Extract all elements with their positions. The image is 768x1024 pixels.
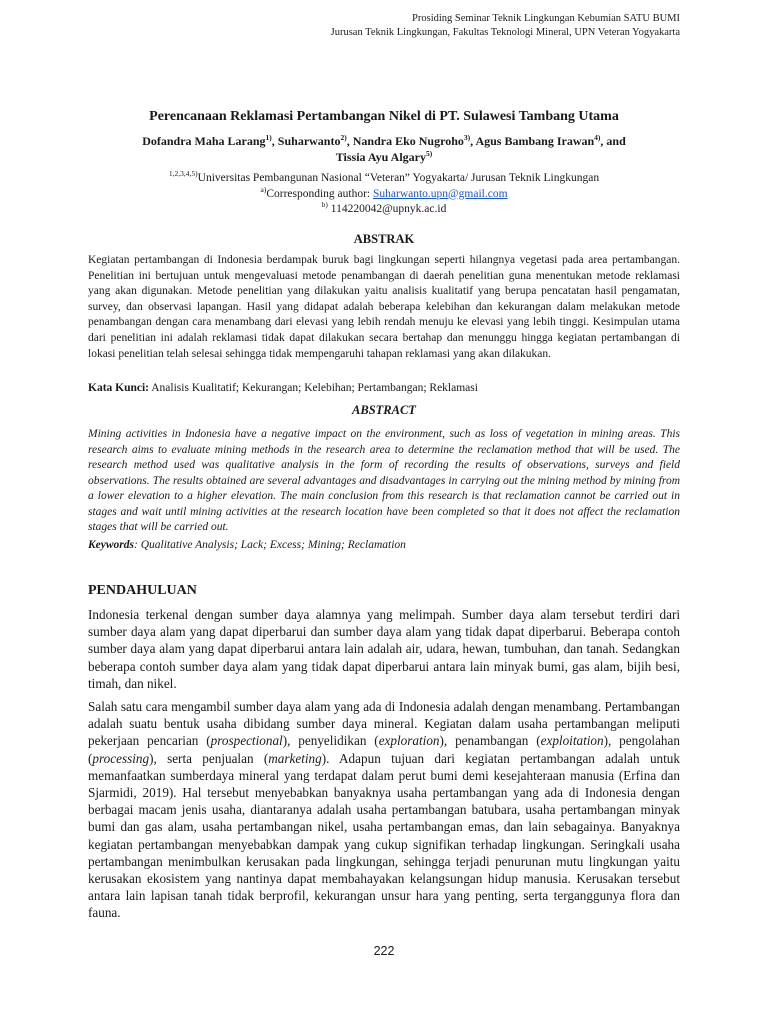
corresponding-email-link[interactable]: Suharwanto.upn@gmail.com: [373, 187, 508, 200]
author-separator: ,: [470, 134, 476, 148]
author-separator: ,: [271, 134, 278, 148]
affiliation-line: [88, 171, 680, 187]
header-line-1: Prosiding Seminar Teknik Lingkungan Kebumian SATU BUMI: [412, 13, 680, 24]
keywords-label: Keywords: [88, 539, 134, 551]
p2-term: exploitation: [540, 733, 604, 749]
author-line-1: [88, 134, 680, 150]
email-b-sup: b): [321, 200, 328, 210]
p2-text: ). Adapun tujuan dari kegiatan pertambangan adalah untuk memanfaatkan sumberdaya mineral yang terdapat dalam perut bumi demi kesejahteraan manusia (Erfina dan Sjarmidi, 2019). Hal tersebut menyebabkan banyaknya usaha pertambangan yang ada di Indonesia dengan berbagai macam jenis usaha, diantaranya adalah usaha pertambangan batubara, usaha pertambangan minyak bumi dan gas alam, usaha pertambangan nikel, usaha pertambangan emas, dan lain sebagainya. Banyaknya kegiatan pertambangan menyebabkan dampak yang cukup signifikan terhadap lingkungan. Seringkali usaha pertambangan menimbulkan kerusakan pada lingkungan, sehingga terjadi penurunan mutu lingkungan yaitu kerusakan ekosistem yang nantinya dapat membahayakan kelangsungan hidup manusia. Kerusakan tersebut antara lain lapisan tanah tidak berprofil, kekurangan unsur hara yang penting, serta terganggunya flora dan fauna.: [88, 750, 680, 921]
author-sup: 5): [426, 148, 433, 158]
header-line-2: Jurusan Teknik Lingkungan, Fakultas Teknologi Mineral, UPN Veteran Yogyakarta: [330, 26, 680, 38]
p2-term: prospectional: [210, 733, 283, 749]
author-name: Dofandra Maha Larang: [142, 134, 266, 148]
author-name: Agus Bambang Irawan: [475, 134, 595, 148]
author-sup: 2): [340, 133, 347, 142]
author-and: , and: [600, 134, 626, 148]
kata-kunci: [88, 382, 680, 394]
abstrak-text: Kegiatan pertambangan di Indonesia berdampak buruk bagi lingkungan seperti hilangnya vegetasi pada area pertambangan. Penelitian ini bertujuan untuk mengevaluasi metode penambangan di daerah penelitian guna menentukan metode reklamasi yang akan digunakan. Metode penelitian yang dilakukan yaitu analisis kualitatif yang berupa pencatatan hasil pengamatan, survey, dan observasi lapangan. Hasil yang didapat adalah beberapa kelebihan dan kekurangan dalam melakukan metode penambangan dengan cara menambang dari elevasi yang lebih rendah menuju ke elevasi yang lebih tinggi. Kesimpulan utama dari penelitian ini adalah reklamasi tidak dapat dilakukan secara bertahap dan menunggu hingga kegiatan pertambangan di lokasi penelitian telah selesai sehingga tidak mempengaruhi tahapan reklamasi yang akan dilakukan.: [88, 254, 680, 360]
email-b-text: 114220042@upnyk.ac.id: [327, 203, 447, 215]
abstrak-heading: ABSTRAK: [353, 232, 415, 246]
p2-text: ), pengolahan (: [88, 733, 680, 766]
author-line-2: [88, 150, 680, 166]
p2-text: ), penyelidikan (: [282, 733, 379, 749]
page-number: 222: [373, 944, 395, 958]
author-separator: ,: [346, 134, 353, 148]
keywords: [88, 539, 680, 551]
author-name: Tissia Ayu Algary: [335, 149, 426, 164]
corresponding-author: [88, 184, 680, 203]
intro-paragraph-1: Indonesia terkenal dengan sumber daya alamnya yang melimpah. Sumber daya alam tersebut terdiri dari sumber daya alam yang dapat diperbarui dan sumber daya alam yang tidak dapat diperbarui. Beberapa contoh sumber daya alam yang dapat diperbarui antara lain adalah air, udara, hewan, tumbuhan, dan tanah. Sedangkan beberapa contoh sumber daya alam yang tidak dapat diperbarui antara lain minyak bumi, gas alam, bijih besi, timah, dan nikel.: [88, 607, 680, 691]
p2-term: exploration: [378, 733, 440, 749]
abstract-text: Mining activities in Indonesia have a negative impact on the environment, such as loss of vegetation in mining areas. This research aims to evaluate mining methods in the research area to determine the reclamation method that will be used. The research method used was qualitative analysis in the form of recording the results of observations, surveys and field observations. The results obtained are several advantages and disadvantages in carrying out the mining method by mining from a lower elevation to a higher elevation. The main conclusion from this research is that reclamation cannot be carried out in stages and wait until mining activities at the research location have been completed so that it does not affect the reclamation stages that will be carried out.: [88, 428, 680, 533]
section-heading-pendahuluan: PENDAHULUAN: [88, 583, 197, 598]
author-list: [88, 134, 680, 165]
keywords-values: : Qualitative Analysis; Lack; Excess; Mining; Reclamation: [134, 539, 406, 551]
corr-sup: a): [260, 184, 267, 194]
author-sup: 4): [594, 133, 601, 142]
affiliation-text: Universitas Pembangunan Nasional “Veteran” Yogyakarta/ Jurusan Teknik Lingkungan: [197, 172, 600, 184]
affiliations: [88, 171, 680, 218]
p2-text: ), penambangan (: [439, 733, 541, 749]
p2-text: ), serta penjualan (: [149, 750, 269, 766]
second-email: [88, 202, 680, 218]
kata-kunci-label: Kata Kunci:: [88, 382, 150, 394]
kata-kunci-values: Analisis Kualitatif; Kekurangan; Kelebihan; Pertambangan; Reklamasi: [149, 382, 478, 394]
intro-paragraph-2: [88, 698, 680, 922]
abstract-heading: ABSTRACT: [352, 403, 416, 417]
corr-label: Corresponding author:: [266, 187, 373, 200]
p2-term: marketing: [268, 750, 322, 766]
author-name: Suharwanto: [277, 134, 341, 148]
p2-term: processing: [92, 750, 150, 766]
running-header: [331, 12, 680, 39]
p2-text: Salah satu cara mengambil sumber daya alam yang ada di Indonesia adalah dengan menambang. Pertambangan adalah suatu bentuk usaha dibidang sumber daya mineral. Kegiatan dalam usaha pertambangan meliputi pekerjaan pencarian (: [88, 699, 680, 749]
author-name: Nandra Eko Nugroho: [352, 134, 464, 148]
affiliation-sup: 1,2,3,4,5): [168, 169, 198, 179]
author-sup: 1): [265, 133, 272, 142]
author-sup: 3): [463, 133, 471, 142]
paper-title: Perencanaan Reklamasi Pertambangan Nikel di PT. Sulawesi Tambang Utama: [149, 109, 619, 124]
